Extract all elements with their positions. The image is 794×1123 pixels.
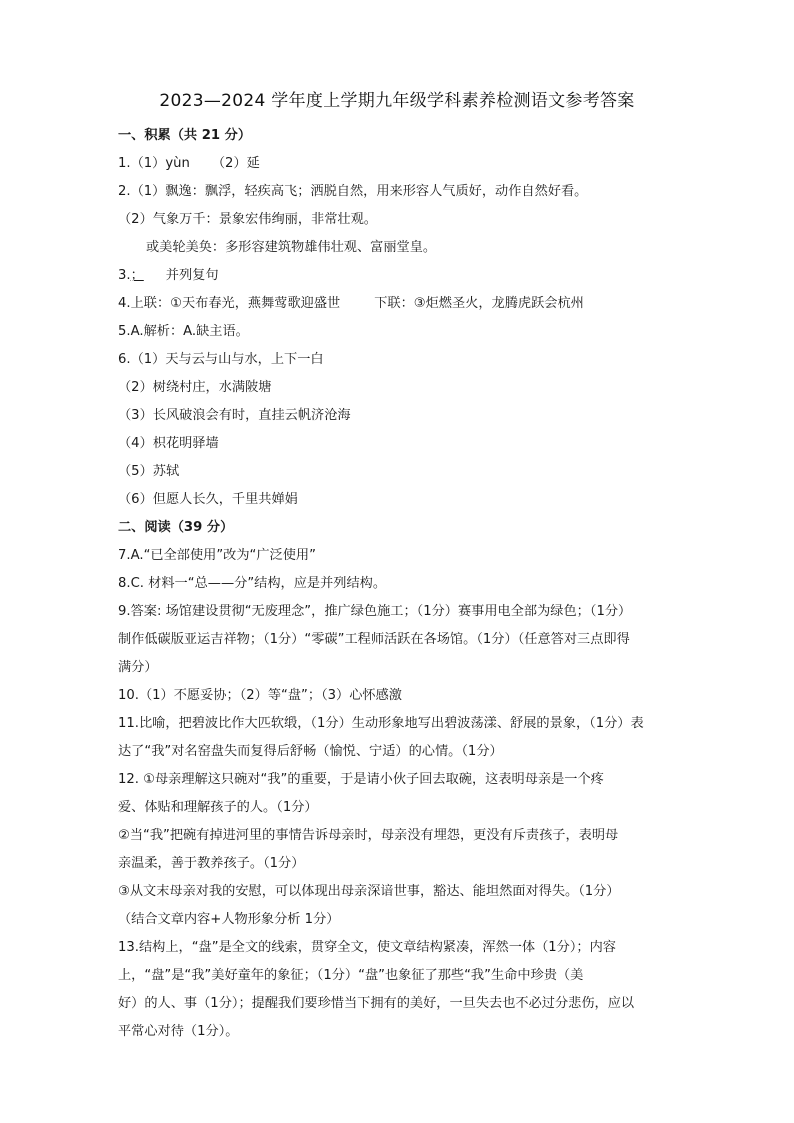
section-heading-accumulation: 一、积累（共 21 分）: [118, 128, 252, 143]
answer-q12-line4: 亲温柔，善于教养孩子。（1分）: [118, 856, 305, 871]
page-title: 2023—2024 学年度上学期九年级学科素养检测语文参考答案: [159, 91, 635, 111]
answer-q13-line1: 13.结构上，“盘”是全文的线索，贯穿全文，使文章结构紧凑，浑然一体（1分）；内容: [118, 940, 616, 955]
answer-q6-line5: （5）苏轼: [118, 464, 180, 479]
answer-q13-line3: 好）的人、事（1分）；提醒我们要珍惜当下拥有的美好，一旦失去也不必过分悲伤，应以: [118, 996, 635, 1011]
answer-q2-line2: （2）气象万千：景象宏伟绚丽，非常壮观。: [118, 212, 377, 227]
answer-q8: 8.C. 材料一“总——分”结构，应是并列结构。: [118, 576, 387, 591]
answer-q6-line1: 6.（1）天与云与山与水，上下一白: [118, 352, 324, 367]
answer-q12-line6: （结合文章内容+人物形象分析 1分）: [118, 912, 340, 927]
answer-q13-line4: 平常心对待（1分）。: [118, 1024, 239, 1039]
answer-q6-line4: （4）枳花明驿墙: [118, 436, 219, 451]
answer-q9-line1: 9.答案: 场馆建设贯彻“无废理念”，推广绿色施工；（1分）赛事用电全部为绿色；（1分）: [118, 604, 632, 619]
answer-q12-line1: 12. ①母亲理解这只碗对“我”的重要，于是请小伙子回去取碗，这表明母亲是一个疼: [118, 772, 604, 787]
answer-q12-line5: ③从文末母亲对我的安慰，可以体现出母亲深谙世事，豁达、能坦然面对得失。（1分）: [118, 884, 620, 899]
answer-q6-line3: （3）长风破浪会有时，直挂云帆济沧海: [118, 408, 351, 423]
q1-part2: （2）延: [211, 156, 260, 171]
answer-q13-line2: 上，“盘”是“我”美好童年的象征；（1分）“盘”也象征了那些“我”生命中珍贵（美: [118, 968, 584, 983]
section-heading-reading: 二、阅读（39 分）: [118, 520, 234, 535]
answer-q12-line3: ②当“我”把碗有掉进河里的事情告诉母亲时，母亲没有埋怨，更没有斥责孩子，表明母: [118, 828, 619, 843]
answer-q9-line3: 满分）: [118, 660, 158, 675]
answer-q11-line2: 达了“我”对名窑盘失而复得后舒畅（愉悦、宁适）的心情。（1分）: [118, 744, 503, 759]
q4-upper-couplet: 4.上联：①天布春光，燕舞莺歌迎盛世: [118, 296, 341, 311]
answer-q6-line6: （6）但愿人长久，千里共婵娟: [118, 492, 298, 507]
answer-q9-line2: 制作低碳版亚运吉祥物；（1分）“零碳”工程师活跃在各场馆。（1分）（任意答对三点即得: [118, 632, 630, 647]
answer-q12-line2: 爱、体贴和理解孩子的人。（1分）: [118, 800, 318, 815]
q1-part1: 1.（1）yùn: [118, 156, 190, 171]
q3-blank: ；: [130, 268, 144, 283]
answer-content: [118, 122, 678, 1046]
answer-q2-line3: 或美轮美奂：多形容建筑物雄伟壮观、富丽堂皇。: [146, 240, 437, 255]
q3-text: 并列复句: [165, 268, 219, 283]
q4-lower-couplet: 下联：③炬燃圣火，龙腾虎跃会杭州: [374, 296, 584, 311]
answer-q5: 5.A.解析：A.缺主语。: [118, 324, 249, 339]
answer-q7: 7.A.“已全部使用”改为“广泛使用”: [118, 548, 316, 563]
answer-q3: [118, 262, 678, 290]
answer-q1: [118, 150, 678, 178]
q3-number: 3.: [118, 268, 131, 283]
answer-q6-line2: （2）树绕村庄，水满陂塘: [118, 380, 272, 395]
answer-q4: [118, 290, 678, 318]
answer-q10: 10.（1）不愿妥协；（2）等“盘”；（3）心怀感激: [118, 688, 402, 703]
answer-q2-line1: 2.（1）飘逸：飘浮，轻疾高飞；洒脱自然，用来形容人气质好，动作自然好看。: [118, 184, 588, 199]
answer-q11-line1: 11.比喻，把碧波比作大匹软缎，（1分）生动形象地写出碧波荡漾、舒展的景象，（1分）表: [118, 716, 644, 731]
